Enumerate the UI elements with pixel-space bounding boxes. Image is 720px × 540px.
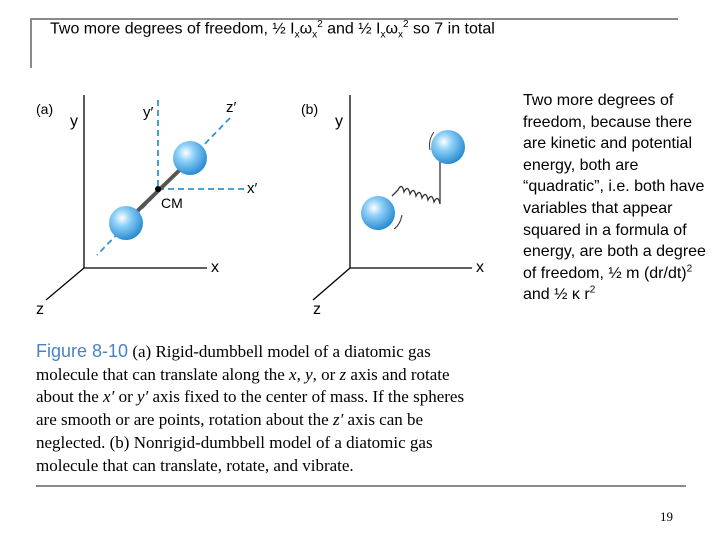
panel-b-vibration-mark-bottom [394, 215, 402, 229]
panel-a-label-x: x [211, 259, 219, 276]
caption-z-prime: z′ [332, 410, 344, 430]
caption-text-5: axis can be neglected. [36, 410, 424, 452]
bottom-rule [36, 485, 686, 487]
panel-b-spring [392, 160, 440, 204]
panel-a-cm-label: CM [161, 195, 183, 211]
panel-a-label-z: z [36, 301, 44, 318]
panel-b-z-axis [313, 268, 350, 300]
title-omega-2: ω [385, 20, 398, 38]
caption-text-2: axis and rotate about the [36, 364, 450, 407]
panel-a-z-axis [46, 268, 84, 300]
caption-text-6: Nonrigid-dumbbell model of a diatomic gas molecule that can translate, rotate, and vibrate. [36, 432, 433, 475]
caption-text-4: axis fixed to the center of mass. If the spheres are smooth or are points, rotation about the [36, 387, 465, 430]
body-sup-2: 2 [589, 285, 596, 297]
caption-x-prime: x′ [103, 387, 115, 407]
panel-b-label: (b) [301, 101, 319, 117]
panel-a-label: (a) [36, 101, 54, 117]
caption-comma-1: , [296, 364, 306, 384]
page-number: 19 [660, 509, 673, 524]
body-main: Two more degrees of freedom, because there are kinetic and potential energy, both are “quadratic”, i.e. both have variables that appear squared in a formula of energy, are both a degree of freedom, ½ m (dr/dt) [523, 92, 706, 282]
caption-or: , or [312, 364, 340, 384]
caption-z: z [339, 364, 347, 384]
caption-y: y [305, 364, 313, 384]
title-sub-2: x [312, 29, 318, 41]
panel-b-sphere-top [431, 130, 465, 164]
body-and: and ½ κ r [523, 286, 590, 304]
panel-a-label-x-prime: x′ [247, 180, 258, 197]
title-sub-3: x [380, 29, 386, 41]
panel-b [301, 95, 484, 318]
title-sup-1: 2 [317, 19, 323, 30]
title-mid: and ½ I [322, 20, 381, 38]
body-sup-1: 2 [686, 263, 693, 275]
body-paragraph [523, 90, 708, 306]
caption-text-1: Rigid-dumbbell model of a diatomic gas molecule that can translate along the [36, 342, 431, 384]
panel-b-label-x: x [476, 259, 484, 276]
title-prefix: Two more degrees of freedom, ½ I [50, 20, 295, 38]
panel-b-label-y: y [335, 113, 343, 130]
panel-b-label-z: z [313, 301, 321, 318]
panel-b-sphere-bottom [361, 196, 395, 230]
title-sub-1: x [294, 29, 300, 41]
panel-a-label-y-prime: y′ [143, 104, 154, 121]
panel-a [36, 95, 258, 318]
panel-a-sphere-bottom [109, 206, 143, 240]
caption-b-label: (b) [109, 432, 130, 452]
title-omega-1: ω [299, 20, 313, 38]
figure-caption [36, 340, 481, 477]
title-sup-2: 2 [402, 19, 409, 30]
panel-a-label-z-prime: z′ [226, 99, 237, 116]
title-suffix: so 7 in total [408, 20, 495, 38]
panel-a-cm-dot [155, 186, 161, 192]
panel-a-sphere-top [173, 141, 207, 175]
caption-figure-label: Figure 8-10 [36, 341, 129, 361]
caption-text-3: or [114, 387, 137, 407]
panel-a-label-y: y [70, 113, 78, 130]
caption-x: x [289, 364, 297, 384]
title-sub-4: x [397, 29, 403, 41]
caption-y-prime: y′ [136, 387, 149, 407]
caption-a-label: (a) [132, 342, 152, 361]
